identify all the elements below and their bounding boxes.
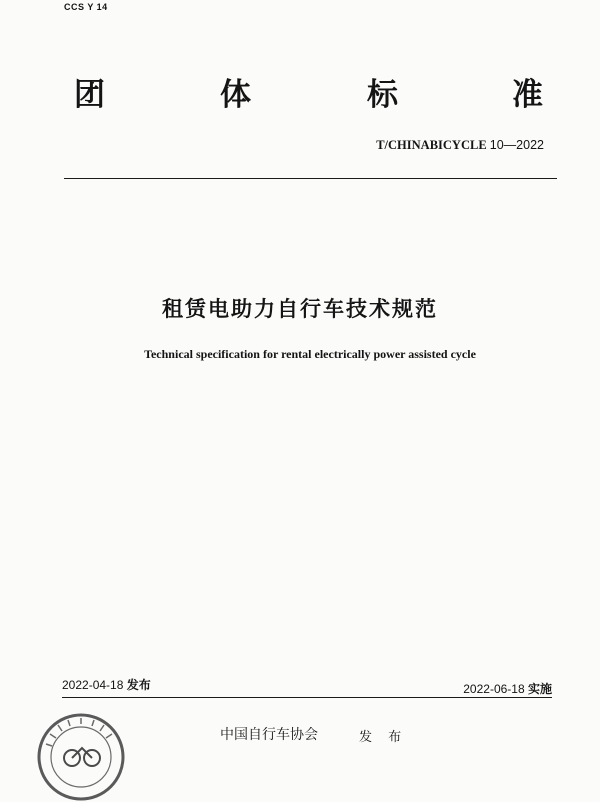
publish-label: 发 布 <box>359 730 408 745</box>
title-chinese: 租赁电助力自行车技术规范 <box>162 297 438 321</box>
bottom-divider <box>62 697 552 698</box>
standard-type-char-4: 准 <box>512 77 543 113</box>
issue-date-value: 2022-04-18 <box>62 678 124 692</box>
standard-org-code: T/CHINABICYCLE <box>376 138 487 152</box>
implementation-date-value: 2022-06-18 <box>463 682 525 696</box>
standard-number <box>376 138 544 153</box>
standard-type-char-2: 体 <box>220 77 251 113</box>
top-divider <box>64 178 557 179</box>
association-seal-icon <box>36 712 126 802</box>
publisher-name: 中国自行车协会 <box>220 727 318 743</box>
implementation-label: 实施 <box>527 682 552 696</box>
issue-label: 发布 <box>126 678 151 692</box>
standard-number-value: 10—2022 <box>489 138 544 152</box>
standard-type-char-1: 团 <box>74 77 105 113</box>
classification-code: CCS Y 14 <box>64 2 108 12</box>
implementation-date <box>463 680 552 697</box>
standard-type-char-3: 标 <box>367 77 398 113</box>
title-english: Technical specification for rental electrically power assisted cycle <box>144 347 476 361</box>
issue-date <box>62 676 151 693</box>
